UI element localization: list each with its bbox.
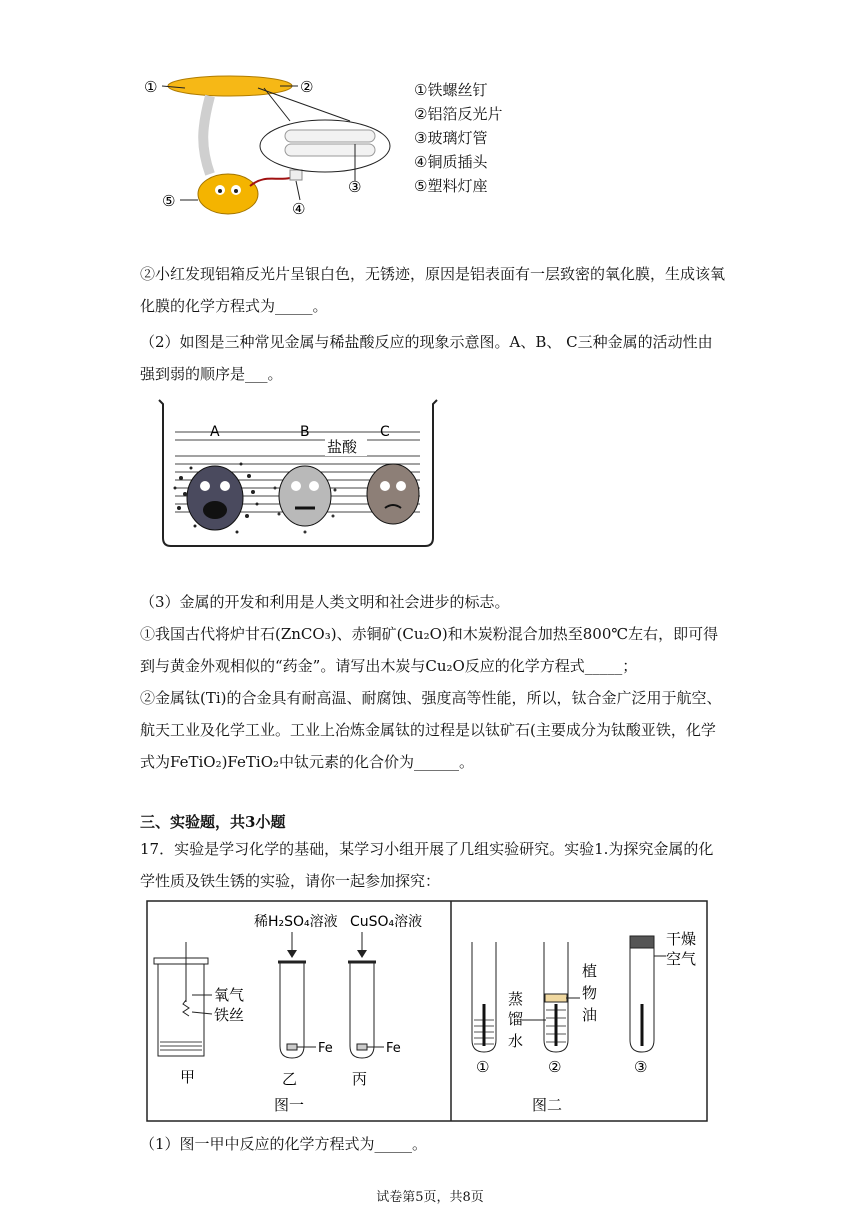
h2so4-label: 稀H₂SO₄溶液 — [254, 914, 338, 930]
callout-2: ② — [300, 78, 314, 96]
tube-label-2: ② — [548, 1058, 562, 1076]
page-footer: 试卷第5页，共8页 — [376, 1190, 484, 1205]
water-char-2: 馏 — [508, 1010, 524, 1028]
callout-5: ⑤ — [162, 192, 176, 210]
oil-char-1: 植 — [582, 962, 598, 980]
label-yi: 乙 — [282, 1070, 298, 1088]
callout-4: ④ — [292, 200, 306, 218]
section-heading: 三、实验题，共3小题 — [140, 813, 286, 831]
callout-3: ③ — [348, 178, 362, 196]
label-b: B — [300, 424, 310, 440]
acid-beaker-diagram — [155, 398, 440, 550]
label-jia: 甲 — [180, 1068, 196, 1086]
iron-wire-label: 铁丝 — [214, 1006, 245, 1024]
legend-item: ①铁螺丝钉 — [414, 81, 488, 99]
question-1-2: ②小红发现铝箱反光片呈银白色，无锈迹，原因是铝表面有一层致密的氧化膜，生成该氧化膜的化学方程式为_____。 — [140, 265, 726, 315]
dry-air-line-2: 空气 — [666, 950, 697, 968]
oil-char-2: 物 — [582, 984, 598, 1002]
caption-fig1: 图一 — [274, 1096, 305, 1114]
tube-label-3: ③ — [634, 1058, 648, 1076]
oil-char-3: 油 — [582, 1006, 598, 1024]
legend-item: ④铜质插头 — [414, 153, 488, 171]
tube-label-1: ① — [476, 1058, 490, 1076]
water-char-3: 水 — [508, 1032, 524, 1050]
legend-item: ②铝箔反光片 — [414, 105, 503, 123]
label-a: A — [210, 424, 220, 440]
acid-label: 盐酸 — [327, 438, 358, 456]
callout-1: ① — [144, 78, 158, 96]
question-2: （2）如图是三种常见金属与稀盐酸反应的现象示意图。A、B、 C三种金属的活动性由强到弱的顺序是___。 — [140, 333, 713, 383]
oxygen-label: 氧气 — [214, 986, 245, 1004]
water-char-1: 蒸 — [508, 990, 524, 1008]
question-3-1: ①我国古代将炉甘石(ZnCO₃)、赤铜矿(Cu₂O)和木炭粉混合加热至800℃左右，即可得到与黄金外观相似的“药金”。请写出木炭与Cu₂O反应的化学方程式_____； — [140, 625, 719, 675]
legend-item: ⑤塑料灯座 — [414, 177, 488, 195]
cuso4-label: CuSO₄溶液 — [350, 914, 423, 930]
question-3-2: ②金属钛(Ti)的合金具有耐高温、耐腐蚀、强度高等性能，所以，钛合金广泛用于航空、航天工业及化学工业。工业上冶炼金属钛的过程是以钛矿石(主要成分为钛酸亚铁，化学式为FeTiO₂)FeTiO₂中钛元素的化合价为______。 — [140, 689, 722, 771]
label-bing: 丙 — [352, 1070, 368, 1088]
question-17-1: （1）图一甲中反应的化学方程式为_____。 — [140, 1135, 428, 1153]
lamp-legend — [414, 78, 502, 198]
dry-air-line-1: 干燥 — [666, 930, 697, 948]
label-c: C — [380, 424, 390, 440]
question-3: （3）金属的开发和利用是人类文明和社会进步的标志。 — [140, 593, 510, 611]
experiment-figure — [146, 900, 708, 1122]
caption-fig2: 图二 — [532, 1096, 563, 1114]
question-17: 17．实验是学习化学的基础，某学习小组开展了几组实验研究。实验1.为探究金属的化学性质及铁生锈的实验，请你一起参加探究： — [140, 840, 714, 890]
legend-item: ③玻璃灯管 — [414, 129, 488, 147]
fe-label-bing: Fe — [386, 1041, 401, 1056]
fe-label-yi: Fe — [318, 1041, 333, 1056]
